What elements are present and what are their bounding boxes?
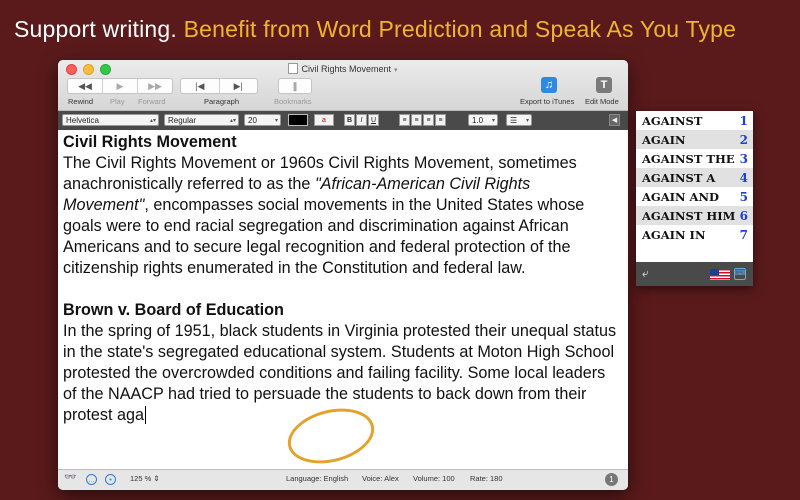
align-left-icon[interactable]: ≡ — [399, 114, 410, 126]
prediction-item[interactable]: AGAINST 1 — [642, 113, 748, 128]
prediction-item[interactable]: AGAINST A 4 — [636, 168, 753, 187]
italic-button[interactable]: I — [356, 114, 367, 126]
zoom-select[interactable]: 125 % ⇕ — [130, 474, 160, 483]
prediction-item[interactable]: AGAINST HIM 6 — [636, 206, 753, 225]
status-badge: 1 — [605, 473, 618, 486]
bookmark-icon[interactable]: ❚ — [291, 80, 299, 91]
voice-status: Voice: Alex — [362, 474, 399, 483]
rate-status: Rate: 180 — [470, 474, 503, 483]
collapse-panel-icon[interactable]: ◀ — [609, 114, 620, 126]
forward-icon[interactable]: ▶▶ — [148, 80, 162, 91]
app-window — [58, 60, 628, 490]
line-spacing-select[interactable]: 1.0 ▾ — [468, 114, 498, 126]
play-icon[interactable]: ▶ — [103, 79, 138, 93]
underline-button[interactable]: U — [368, 114, 379, 126]
play-label: Play — [110, 97, 125, 106]
paragraph-1-part-2: , encompasses social movements in the United States whose goals were to end racial segregation and discrimination against African Americans and to secure legal recognition and federal protection of the citizenship rights enumerated in the Constitution and federal law. — [63, 196, 585, 277]
prediction-item[interactable]: AGAINST THE 3 — [642, 151, 748, 166]
format-bar — [58, 111, 628, 131]
edit-mode-icon[interactable]: T — [596, 77, 612, 93]
rewind-label: Rewind — [68, 97, 94, 106]
document-editor[interactable] — [58, 130, 628, 470]
align-right-icon[interactable]: ≡ — [423, 114, 434, 126]
language-status: Language: English — [286, 474, 349, 483]
prediction-item[interactable]: AGAIN AND 5 — [642, 189, 748, 204]
headline-yellow: Benefit from Word Prediction and Speak As You Type — [183, 16, 737, 42]
document-heading-1: Civil Rights Movement — [63, 133, 237, 151]
speech-settings-icon[interactable]: … — [86, 474, 97, 485]
list-style-select[interactable]: ☰ ▾ — [506, 114, 532, 126]
document-heading-2: Brown v. Board of Education — [63, 301, 284, 319]
prediction-footer — [636, 262, 753, 286]
font-style-select[interactable]: Regular ▴▾ — [164, 114, 239, 126]
status-bar — [58, 469, 628, 490]
glasses-icon[interactable]: 👓 — [64, 472, 77, 483]
playback-controls — [67, 78, 173, 94]
window-titlebar — [58, 60, 628, 111]
headline-white: Support writing. — [14, 16, 184, 42]
window-title-text: Civil Rights Movement — [301, 64, 391, 74]
volume-status: Volume: 100 — [413, 474, 455, 483]
word-prediction-panel — [636, 111, 753, 286]
font-size-field[interactable]: 20 ▾ — [244, 114, 281, 126]
promo-headline — [14, 16, 736, 43]
us-flag-icon[interactable] — [710, 269, 730, 280]
paragraph-next-icon[interactable]: ▶| — [233, 80, 243, 91]
bookmarks-label: Bookmarks — [274, 97, 312, 106]
undo-arrow-icon[interactable]: ⤶ — [642, 266, 649, 280]
prediction-item[interactable]: AGAIN IN 7 — [642, 227, 748, 242]
paragraph-label: Paragraph — [204, 97, 240, 106]
forward-label: Forward — [138, 97, 166, 106]
paragraph-controls — [180, 78, 258, 94]
edit-mode-label[interactable]: Edit Mode — [585, 97, 619, 106]
bookmarks-control — [278, 78, 312, 94]
paragraph-1-part-1: The Civil Rights Movement or 1960s Civil Rights Movement, sometimes anachronistically referred to as the — [63, 154, 577, 193]
bold-button[interactable]: B — [344, 114, 355, 126]
highlight-color-icon[interactable]: a — [314, 114, 334, 126]
speech-bubble-icon[interactable]: • — [105, 474, 116, 485]
align-center-icon[interactable]: ≡ — [411, 114, 422, 126]
keyboard-icon[interactable]: ⌨ — [734, 268, 746, 280]
text-color-swatch[interactable] — [288, 114, 308, 126]
document-text[interactable] — [63, 132, 618, 426]
prediction-item[interactable]: AGAIN 2 — [636, 130, 753, 149]
paragraph-2: In the spring of 1951, black students in Virginia protested their unequal status in the state's segregated educational system. Students at Moton High School protested the overcrowded conditions and failing facility. Some local leaders of the NAACP had tried to persuade the students to back down from their protest aga — [63, 322, 617, 424]
itunes-icon[interactable]: ♫ — [541, 77, 557, 93]
text-cursor — [145, 406, 146, 424]
paragraph-1-italic: "African-American Civil Rights Movement" — [63, 175, 531, 214]
font-family-select[interactable]: Helvetica ▴▾ — [62, 114, 159, 126]
window-title — [58, 63, 628, 74]
rewind-icon[interactable]: ◀◀ — [68, 79, 103, 93]
align-justify-icon[interactable]: ≡ — [435, 114, 446, 126]
paragraph-prev-icon[interactable]: |◀ — [181, 79, 220, 93]
export-label[interactable]: Export to iTunes — [520, 97, 575, 106]
chevron-down-icon[interactable]: ▾ — [394, 67, 398, 74]
document-icon — [288, 63, 298, 74]
